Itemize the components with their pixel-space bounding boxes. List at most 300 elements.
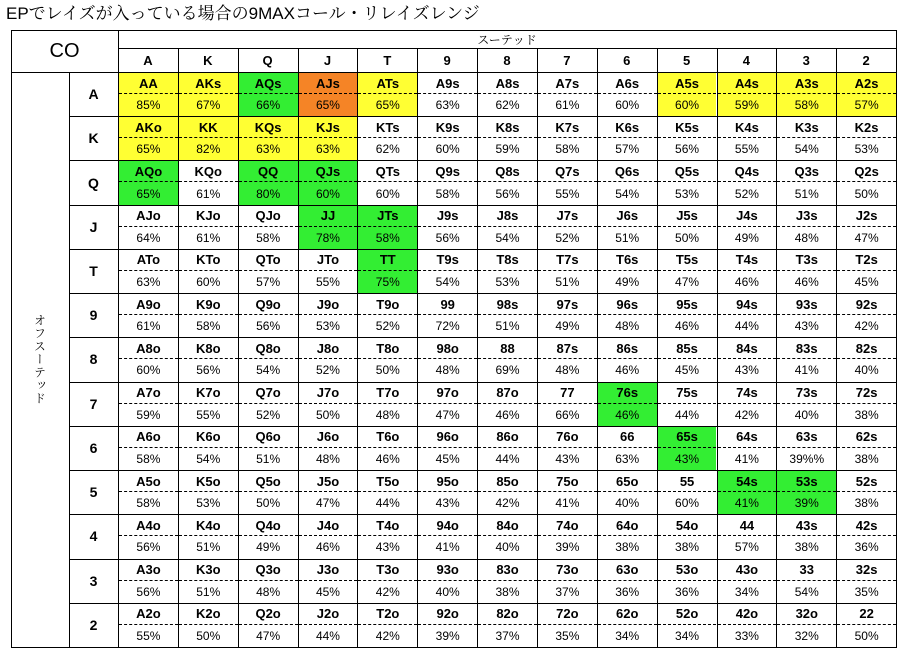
equity-cell: 58% <box>119 492 178 514</box>
hand-cell: 84s <box>718 338 777 359</box>
hand-cell: J2s <box>837 206 896 227</box>
hand-cell: 96o <box>418 427 477 448</box>
hand-cell: K3o <box>179 560 238 581</box>
grid-line <box>357 48 358 647</box>
hand-cell: J6s <box>598 206 657 227</box>
equity-cell: 53% <box>478 271 537 293</box>
equity-cell: 40% <box>837 359 896 381</box>
hand-cell: A6o <box>119 427 178 448</box>
hand-cell: 98o <box>418 338 477 359</box>
equity-cell: 57% <box>718 536 777 558</box>
equity-cell: 63% <box>299 138 358 160</box>
hand-cell: J9o <box>299 294 358 315</box>
hand-cell: Q9o <box>239 294 298 315</box>
equity-cell: 58% <box>358 227 417 249</box>
equity-cell: 41% <box>777 359 836 381</box>
equity-cell: 51% <box>179 536 238 558</box>
hand-cell: K2o <box>179 604 238 625</box>
hand-cell: T2o <box>358 604 417 625</box>
equity-cell: 65% <box>119 182 178 204</box>
equity-cell: 51% <box>239 448 298 470</box>
equity-cell: 52% <box>358 315 417 337</box>
hand-cell: 22 <box>837 604 896 625</box>
hand-cell: QTo <box>239 250 298 271</box>
hand-cell: 65s <box>658 427 717 448</box>
grid-line <box>69 205 896 206</box>
equity-cell: 75% <box>358 271 417 293</box>
hand-cell: 74o <box>538 515 597 536</box>
equity-cell: 50% <box>299 404 358 426</box>
equity-cell: 38% <box>598 536 657 558</box>
equity-cell: 32% <box>777 625 836 647</box>
equity-cell: 48% <box>239 581 298 603</box>
column-header: 7 <box>563 52 571 68</box>
hand-cell: A2s <box>837 73 896 94</box>
hand-cell: AA <box>119 73 178 94</box>
hand-cell: 72o <box>538 604 597 625</box>
hand-cell: T3o <box>358 560 417 581</box>
hand-cell: A5o <box>119 471 178 492</box>
table-border <box>896 30 897 648</box>
equity-cell: 58% <box>418 182 477 204</box>
equity-cell: 41% <box>718 492 777 514</box>
grid-line <box>597 48 598 647</box>
equity-cell: 60% <box>299 182 358 204</box>
equity-cell: 64% <box>119 227 178 249</box>
hand-cell: 85o <box>478 471 537 492</box>
equity-cell: 60% <box>119 359 178 381</box>
equity-cell: 56% <box>119 536 178 558</box>
hand-cell: A3o <box>119 560 178 581</box>
hand-cell: J3s <box>777 206 836 227</box>
hand-cell: QJs <box>299 161 358 182</box>
hand-cell: 92s <box>837 294 896 315</box>
hand-cell: KJs <box>299 117 358 138</box>
hand-cell: 66 <box>598 427 657 448</box>
hand-cell: TT <box>358 250 417 271</box>
grid-line <box>11 72 896 73</box>
equity-cell: 78% <box>299 227 358 249</box>
hand-cell: 65o <box>598 471 657 492</box>
equity-cell: 47% <box>239 625 298 647</box>
equity-cell: 46% <box>598 404 657 426</box>
hand-cell: 63s <box>777 427 836 448</box>
equity-cell: 44% <box>358 492 417 514</box>
grid-line <box>178 48 179 647</box>
hand-cell: A8o <box>119 338 178 359</box>
equity-cell: 69% <box>478 359 537 381</box>
row-header: 2 <box>89 616 98 633</box>
equity-cell: 47% <box>658 271 717 293</box>
hand-cell: KJo <box>179 206 238 227</box>
hand-cell: AKo <box>119 117 178 138</box>
grid-line <box>118 30 119 647</box>
hand-cell: J7s <box>538 206 597 227</box>
hand-cell: 93s <box>777 294 836 315</box>
hand-cell: Q3s <box>777 161 836 182</box>
hand-cell: A4o <box>119 515 178 536</box>
equity-cell: 43% <box>658 448 717 470</box>
equity-cell: 53% <box>658 182 717 204</box>
equity-cell: 47% <box>299 492 358 514</box>
grid-line <box>69 514 896 515</box>
equity-cell: 62% <box>358 138 417 160</box>
equity-cell: 38% <box>837 492 896 514</box>
row-header: 9 <box>89 307 98 324</box>
equity-cell: 38% <box>478 581 537 603</box>
hand-cell: T3s <box>777 250 836 271</box>
hand-cell: K4s <box>718 117 777 138</box>
equity-cell: 51% <box>179 581 238 603</box>
equity-cell: 58% <box>239 227 298 249</box>
row-header: 6 <box>89 439 98 456</box>
column-header: 2 <box>862 52 870 68</box>
column-header: A <box>143 52 153 68</box>
equity-cell: 80% <box>239 182 298 204</box>
hand-cell: J8s <box>478 206 537 227</box>
equity-cell: 63% <box>239 138 298 160</box>
row-header: T <box>89 263 98 280</box>
equity-cell: 66% <box>538 404 597 426</box>
equity-cell: 40% <box>777 404 836 426</box>
row-header: Q <box>88 174 99 191</box>
equity-cell: 60% <box>418 138 477 160</box>
hand-cell: JTo <box>299 250 358 271</box>
hand-cell: Q4s <box>718 161 777 182</box>
equity-cell: 44% <box>478 448 537 470</box>
grid-line <box>69 249 896 250</box>
hand-cell: A5s <box>658 73 717 94</box>
equity-cell: 49% <box>239 536 298 558</box>
equity-cell: 47% <box>418 404 477 426</box>
hand-cell: 32o <box>777 604 836 625</box>
grid-line <box>69 426 896 427</box>
equity-cell: 48% <box>777 227 836 249</box>
hand-cell: 87o <box>478 383 537 404</box>
equity-cell: 52% <box>299 359 358 381</box>
hand-cell: Q9s <box>418 161 477 182</box>
hand-cell: 64s <box>718 427 777 448</box>
equity-cell: 44% <box>658 404 717 426</box>
equity-cell: 62% <box>478 94 537 116</box>
hand-cell: QTs <box>358 161 417 182</box>
hand-cell: T6o <box>358 427 417 448</box>
equity-cell: 34% <box>598 625 657 647</box>
grid-line <box>69 293 896 294</box>
equity-cell: 56% <box>239 315 298 337</box>
equity-cell: 61% <box>538 94 597 116</box>
hand-cell: A7o <box>119 383 178 404</box>
equity-cell: 55% <box>179 404 238 426</box>
equity-cell: 60% <box>658 94 717 116</box>
hand-cell: 97o <box>418 383 477 404</box>
hand-cell: KTo <box>179 250 238 271</box>
equity-cell: 46% <box>598 359 657 381</box>
hand-cell: 83o <box>478 560 537 581</box>
equity-cell: 55% <box>538 182 597 204</box>
hand-cell: T8o <box>358 338 417 359</box>
hand-cell: J9s <box>418 206 477 227</box>
hand-cell: K5o <box>179 471 238 492</box>
equity-cell: 54% <box>777 138 836 160</box>
hand-cell: 54s <box>718 471 777 492</box>
grid-line <box>69 72 70 647</box>
hand-cell: 52o <box>658 604 717 625</box>
equity-cell: 58% <box>119 448 178 470</box>
equity-cell: 41% <box>538 492 597 514</box>
column-header: J <box>323 52 332 68</box>
grid-line <box>118 48 896 49</box>
hand-cell: 86o <box>478 427 537 448</box>
equity-cell: 58% <box>538 138 597 160</box>
equity-cell: 49% <box>718 227 777 249</box>
hand-cell: 52s <box>837 471 896 492</box>
hand-cell: J4s <box>718 206 777 227</box>
equity-cell: 45% <box>658 359 717 381</box>
equity-cell: 50% <box>837 182 896 204</box>
hand-cell: Q7o <box>239 383 298 404</box>
hand-cell: 76o <box>538 427 597 448</box>
equity-cell: 58% <box>179 315 238 337</box>
equity-cell: 42% <box>358 581 417 603</box>
hand-cell: A7s <box>538 73 597 94</box>
grid-line <box>69 116 896 117</box>
equity-cell: 49% <box>538 315 597 337</box>
hand-cell: K6s <box>598 117 657 138</box>
column-header: K <box>203 52 213 68</box>
equity-cell: 36% <box>598 581 657 603</box>
hand-cell: K9s <box>418 117 477 138</box>
equity-cell: 41% <box>718 448 777 470</box>
table-border <box>11 647 896 648</box>
hand-cell: Q2s <box>837 161 896 182</box>
row-header: 8 <box>89 351 98 368</box>
hand-cell: 75o <box>538 471 597 492</box>
equity-cell: 65% <box>358 94 417 116</box>
equity-cell: 50% <box>239 492 298 514</box>
hand-cell: 73s <box>777 383 836 404</box>
equity-cell: 46% <box>299 536 358 558</box>
hand-cell: K7s <box>538 117 597 138</box>
equity-cell: 42% <box>837 315 896 337</box>
grid-line <box>836 48 837 647</box>
hand-cell: 88 <box>478 338 537 359</box>
equity-cell: 40% <box>418 581 477 603</box>
hand-cell: QQ <box>239 161 298 182</box>
hand-cell: 64o <box>598 515 657 536</box>
grid-line <box>776 48 777 647</box>
equity-cell: 43% <box>538 448 597 470</box>
grid-line <box>238 48 239 647</box>
equity-cell: 38% <box>837 448 896 470</box>
hand-cell: A3s <box>777 73 836 94</box>
hand-cell: 74s <box>718 383 777 404</box>
row-header: 3 <box>89 572 98 589</box>
grid-line <box>69 603 896 604</box>
grid-line <box>717 48 718 647</box>
hand-cell: 42o <box>718 604 777 625</box>
equity-cell: 53% <box>837 138 896 160</box>
hand-cell: Q3o <box>239 560 298 581</box>
equity-cell: 46% <box>718 271 777 293</box>
equity-cell: 57% <box>598 138 657 160</box>
equity-cell: 39% <box>418 625 477 647</box>
equity-cell: 61% <box>179 227 238 249</box>
column-header: 5 <box>682 52 691 68</box>
equity-cell: 59% <box>119 404 178 426</box>
table-border <box>11 30 896 31</box>
equity-cell: 45% <box>299 581 358 603</box>
hand-cell: Q6o <box>239 427 298 448</box>
hand-cell: Q7s <box>538 161 597 182</box>
hand-cell: 83s <box>777 338 836 359</box>
equity-cell: 56% <box>478 182 537 204</box>
hand-cell: AJo <box>119 206 178 227</box>
equity-cell: 42% <box>478 492 537 514</box>
column-header: 6 <box>623 52 631 68</box>
hand-cell: Q8o <box>239 338 298 359</box>
hand-cell: 43s <box>777 515 836 536</box>
hand-cell: A4s <box>718 73 777 94</box>
hand-cell: 32s <box>837 560 896 581</box>
grid-line <box>69 470 896 471</box>
hand-cell: JJ <box>299 206 358 227</box>
grid-line <box>537 48 538 647</box>
equity-cell: 36% <box>658 581 717 603</box>
hand-cell: Q2o <box>239 604 298 625</box>
equity-cell: 57% <box>837 94 896 116</box>
row-header: J <box>89 218 98 235</box>
equity-cell: 46% <box>777 271 836 293</box>
equity-cell: 35% <box>837 581 896 603</box>
hand-cell: J5o <box>299 471 358 492</box>
equity-cell: 48% <box>299 448 358 470</box>
equity-cell: 57% <box>239 271 298 293</box>
hand-cell: Q5o <box>239 471 298 492</box>
offsuit-axis-label: オフスーテッド <box>32 314 47 405</box>
equity-cell: 63% <box>119 271 178 293</box>
hand-cell: 62s <box>837 427 896 448</box>
grid-line <box>69 559 896 560</box>
equity-cell: 38% <box>837 404 896 426</box>
hand-cell: T5s <box>658 250 717 271</box>
equity-cell: 46% <box>658 315 717 337</box>
hand-cell: T5o <box>358 471 417 492</box>
hand-cell: A8s <box>478 73 537 94</box>
hand-cell: A9s <box>418 73 477 94</box>
equity-cell: 44% <box>718 315 777 337</box>
hand-cell: A2o <box>119 604 178 625</box>
hand-cell: 95o <box>418 471 477 492</box>
hand-cell: Q6s <box>598 161 657 182</box>
hand-cell: KTs <box>358 117 417 138</box>
equity-cell: 55% <box>299 271 358 293</box>
equity-cell: 36% <box>837 536 896 558</box>
equity-cell: 58% <box>777 94 836 116</box>
hand-cell: A6s <box>598 73 657 94</box>
hand-cell: 42s <box>837 515 896 536</box>
table-border <box>11 30 12 647</box>
hand-cell: 99 <box>418 294 477 315</box>
hand-cell: 33 <box>777 560 836 581</box>
grid-line <box>657 48 658 647</box>
hand-cell: T4o <box>358 515 417 536</box>
equity-cell: 48% <box>358 404 417 426</box>
equity-cell: 54% <box>418 271 477 293</box>
row-header: A <box>88 86 99 103</box>
equity-cell: 59% <box>718 94 777 116</box>
equity-cell: 59% <box>478 138 537 160</box>
hand-cell: J4o <box>299 515 358 536</box>
hand-cell: K2s <box>837 117 896 138</box>
equity-cell: 53% <box>179 492 238 514</box>
equity-cell: 37% <box>538 581 597 603</box>
position-label: CO <box>49 39 80 62</box>
column-header: T <box>383 52 392 68</box>
hand-cell: J5s <box>658 206 717 227</box>
equity-cell: 50% <box>837 625 896 647</box>
grid-line <box>69 337 896 338</box>
equity-cell: 50% <box>179 625 238 647</box>
equity-cell: 60% <box>658 492 717 514</box>
hand-cell: 75s <box>658 383 717 404</box>
hand-cell: J2o <box>299 604 358 625</box>
hand-cell: 93o <box>418 560 477 581</box>
equity-cell: 54% <box>179 448 238 470</box>
hand-cell: T6s <box>598 250 657 271</box>
hand-cell: 76s <box>598 383 657 404</box>
hand-cell: J6o <box>299 427 358 448</box>
hand-cell: 86s <box>598 338 657 359</box>
equity-cell: 37% <box>478 625 537 647</box>
hand-cell: 94o <box>418 515 477 536</box>
equity-cell: 85% <box>119 94 178 116</box>
equity-cell: 66% <box>239 94 298 116</box>
equity-cell: 56% <box>658 138 717 160</box>
equity-cell: 51% <box>538 271 597 293</box>
equity-cell: 46% <box>358 448 417 470</box>
hand-cell: 63o <box>598 560 657 581</box>
hand-cell: 72s <box>837 383 896 404</box>
grid-line <box>477 48 478 647</box>
hand-cell: 84o <box>478 515 537 536</box>
hand-cell: 95s <box>658 294 717 315</box>
hand-cell: AQo <box>119 161 178 182</box>
hand-cell: T8s <box>478 250 537 271</box>
equity-cell: 52% <box>718 182 777 204</box>
equity-cell: 50% <box>658 227 717 249</box>
hand-cell: J3o <box>299 560 358 581</box>
equity-cell: 35% <box>538 625 597 647</box>
equity-cell: 63% <box>418 94 477 116</box>
equity-cell: 44% <box>299 625 358 647</box>
equity-cell: 61% <box>179 182 238 204</box>
equity-cell: 39% <box>538 536 597 558</box>
hand-cell: AJs <box>299 73 358 94</box>
hand-cell: Q4o <box>239 515 298 536</box>
equity-cell: 48% <box>418 359 477 381</box>
grid-line <box>69 160 896 161</box>
hand-cell: 53o <box>658 560 717 581</box>
row-header: 7 <box>89 395 98 412</box>
hand-cell: T9s <box>418 250 477 271</box>
column-header: Q <box>262 52 273 68</box>
hand-cell: KQs <box>239 117 298 138</box>
equity-cell: 51% <box>598 227 657 249</box>
equity-cell: 47% <box>837 227 896 249</box>
hand-cell: QJo <box>239 206 298 227</box>
equity-cell: 65% <box>299 94 358 116</box>
